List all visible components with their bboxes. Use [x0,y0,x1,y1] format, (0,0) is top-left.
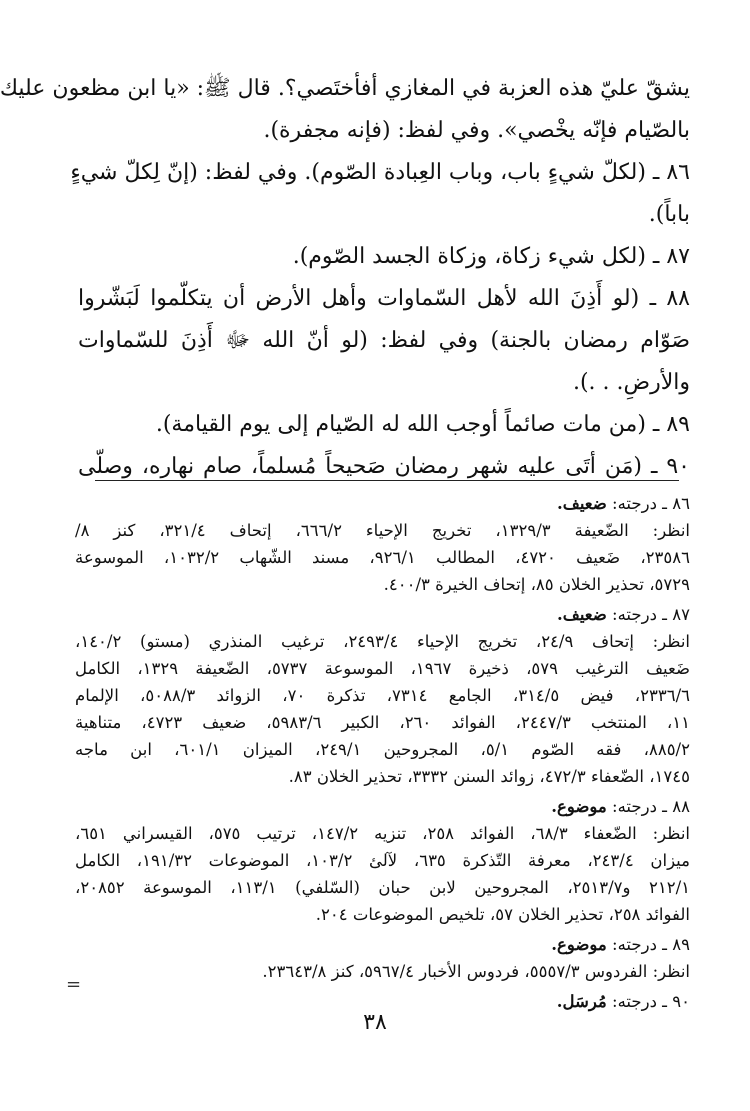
footnote-grade: ضعيف. [557,494,607,513]
footnote-heading [75,490,690,517]
footnote-number: ٨٨ ـ درجته: [612,797,690,816]
footnote-line: ٨٨٥/٢، فقه الصّوم ٥/١، المجروحين ٢٤٩/١، الميزان ٦٠١/١، ابن ماجه [75,740,690,759]
footnote-line: ٢٣٥٨٦، ضَعيف ٤٧٢٠، المطالب ٩٢٦/١، مسند الشّهاب ١٠٣٢/٢، الموسوعة [75,548,690,567]
main-line: باباً). [648,202,690,227]
hadith-88: ٨٨ ـ (لو أَذِنَ الله لأهل السّماوات وأهل الأرض أن يتكلّموا لَبَشّروا [78,286,690,311]
footnote-heading [75,931,690,958]
hadith-86: ٨٦ ـ (لكلّ شيءٍ باب، وباب العِبادة الصّوم). وفي لفظ: (إنّ لِكلّ شيءٍ [70,160,690,185]
footnote-heading [75,601,690,628]
footnote-line: ٥٧٢٩، تحذير الخلان ٨٥، إتحاف الخيرة ٤٠٠/٣. [383,575,690,594]
footnote-number: ٨٩ ـ درجته: [612,935,690,954]
margin-mark: = [66,974,82,995]
hadith-89: ٨٩ ـ (من مات صائماً أوجب الله له الصّيام إلى يوم القيامة). [155,412,690,437]
footnote-divider [95,480,679,481]
footnote-line: ١١، المنتخب ٢٤٤٧/٣، الفوائد ٢٦٠، الكبير ٥٩٨٣/٦، ضعيف ٤٧٢٣، متناهية [75,713,690,732]
footnote-grade: موضوع. [551,797,607,816]
footnote-heading [75,793,690,820]
main-line: بالصّيام فإنّه يخْصي». وفي لفظ: (فإنه مجفرة). [263,118,690,143]
footnote-number: ٨٧ ـ درجته: [612,605,690,624]
footnote-line: ضَعيف الترغيب ٥٧٩، ذخيرة ١٩٦٧، الموسوعة ٥٧٣٧، الضّعيفة ١٣٢٩، الكامل [75,659,690,678]
footnote-line: ١٧٤٥، الضّعفاء ٤٧٢/٣، زوائد السنن ٣٣٣٢، تحذير الخلان ٨٣. [288,767,690,786]
footnote-line: ميزان ٢٤٣/٤، معرفة التّذكرة ٦٣٥، لآلئ ١٠٣/٢، الموضوعات ١٩١/٣٢، الكامل [75,851,690,870]
main-text [0,70,690,490]
page-number: ٣٨ [363,1010,387,1035]
footnote-line: انظر: الضّعيفة ١٣٢٩/٣، تخريج الإحياء ٦٦٦/٢، إتحاف ٣٢١/٤، كنز ٨/ [75,521,691,540]
footnotes [75,487,690,1015]
footnote-grade: مُرسَل. [556,992,607,1011]
footnote-line: انظر: الفردوس ٥٥٥٧/٣، فردوس الأخبار ٥٩٦٧/٤، كنز ٢٣٦٤٣/٨. [262,962,690,981]
footnote-line: انظر: إتحاف ٢٤/٩، تخريج الإحياء ٢٤٩٣/٤، ترغيب المنذري (مستو) ١٤٠/٢، [75,632,691,651]
footnote-number: ٩٠ ـ درجته: [612,992,690,1011]
hadith-87: ٨٧ ـ (لكل شيء زكاة، وزكاة الجسد الصّوم). [292,244,690,269]
footnote-line: ٢١٢/١ و٢٥١٣/٧، المجروحين لابن حبان (السّلفي) ١١٣/١، الموسوعة ٢٠٨٥٢، [75,878,690,897]
main-line: صَوّام رمضان بالجنة) وفي لفظ: (لو أنّ الله ﷻ أَذِنَ للسّماوات [78,328,690,353]
footnote-grade: موضوع. [551,935,607,954]
footnote-number: ٨٦ ـ درجته: [612,494,690,513]
footnote-line: ٢٣٣٦/٦، فيض ٣١٤/٥، الجامع ٧٣١٤، تذكرة ٧٠، الزوائد ٥٠٨٨/٣، الإلمام [75,686,690,705]
hadith-90: ٩٠ ـ (مَن أتَى عليه شهر رمضان صَحيحاً مُسلماً، صام نهاره، وصلّى [78,454,690,479]
footnote-line: الفوائد ٢٥٨، تحذير الخلان ٥٧، تلخيص الموضوعات ٢٠٤. [315,905,690,924]
main-line: والأرضِ. . .). [572,370,690,395]
footnote-line: انظر: الضّعفاء ٦٨/٣، الفوائد ٢٥٨، تنزيه ١٤٧/٢، ترتيب ٥٧٥، القيسراني ٦٥١، [75,824,690,843]
footnote-grade: ضعيف. [557,605,607,624]
main-line: يشقّ عليّ هذه العزبة في المغازي أفأختَصي؟. قال ﷺ: «يا ابن مظعون عليك [0,76,690,101]
